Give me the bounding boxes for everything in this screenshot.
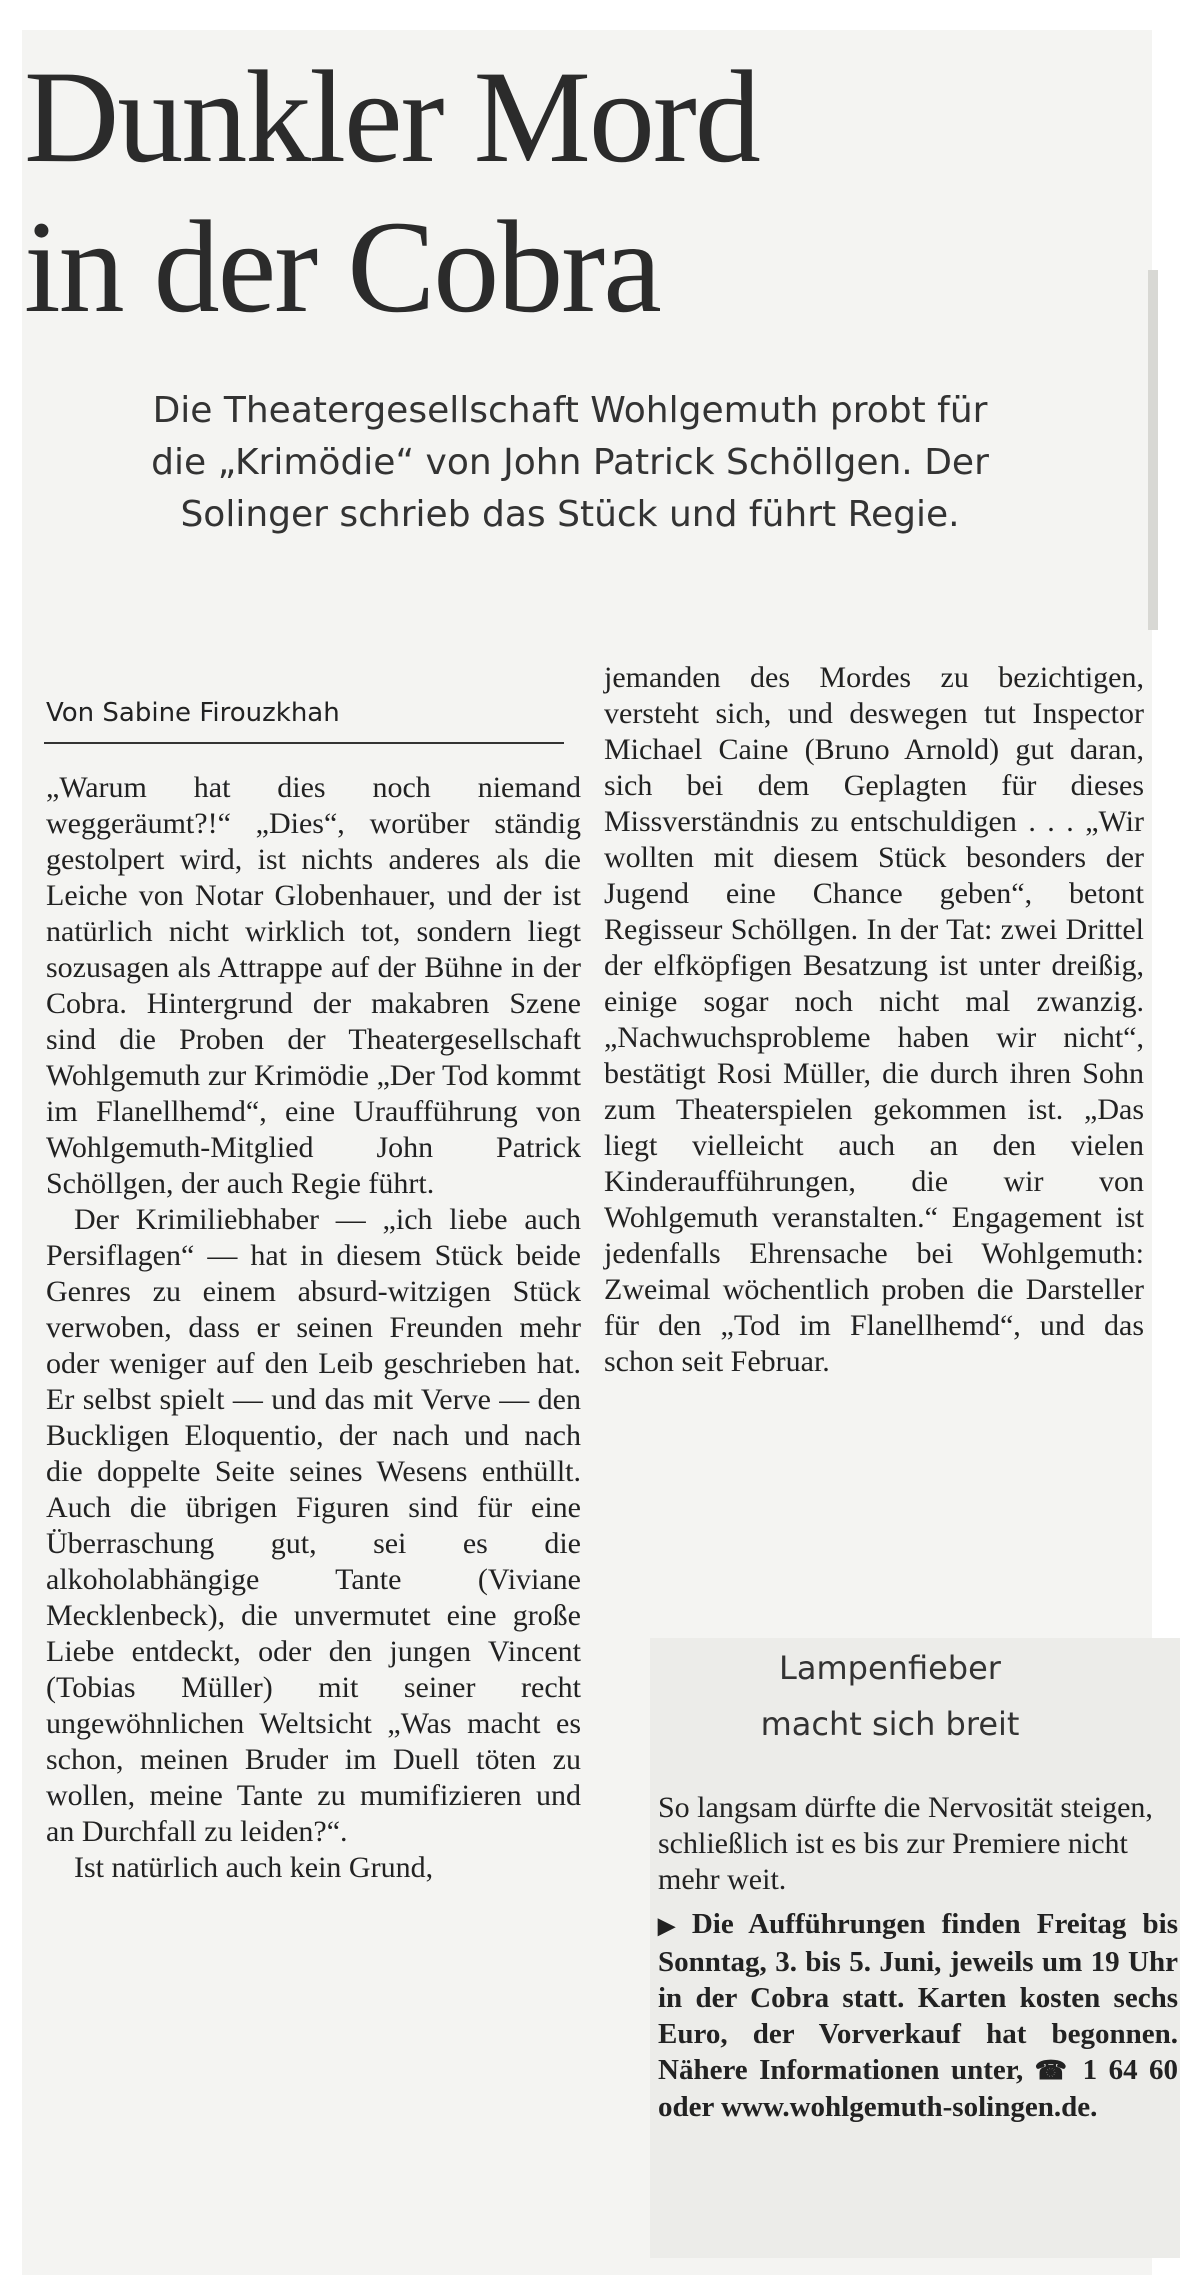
col1-paragraph-2: Der Krimiliebhaber — „ich liebe auch Persiflagen“ — hat in diesem Stück beide Genres zu einem absurd-witzigen Stück verwoben, dass er seinen Freunden mehr oder weniger auf den Leib geschrieben hat. Er selbst spielt — und das mit Verve — den Buckligen Eloquentio, der nach und nach die doppelte Seite seines Wesens enthüllt. Auch die übrigen Figuren sind für eine Überraschung gut, sei es die alkoholabhängige Tante (Viviane Mecklenbeck), die unvermutet eine große Liebe entdeckt, oder den jungen Vincent (Tobias Müller) mit seiner recht ungewöhnlichen Weltsicht „Was macht es schon, meinen Bruder im Duell töten zu wollen, meine Tante zu mumifizieren und an Durchfall zu leiden?“. bbox=[46, 1203, 581, 1848]
event-info bbox=[658, 1906, 1178, 2125]
col1-paragraph-3: Ist natürlich auch kein Grund, bbox=[74, 1851, 434, 1884]
byline-divider bbox=[44, 742, 564, 744]
headline-line-2: in der Cobra bbox=[24, 193, 660, 340]
event-contact: 1 64 60 oder www.wohlgemuth-solingen.de. bbox=[658, 2054, 1179, 2123]
col2-paragraph-1: jemanden des Mordes zu bezichtigen, versteht sich, und deswegen tut Inspector Michael Caine (Bruno Arnold) gut daran, sich bei dem Geplagten für dieses Missverständnis zu entschuldigen . . . „Wir wollten mit diesem Stück besonders der Jugend eine Chance geben“, betont Regisseur Schöllgen. In der Tat: zwei Drittel der elfköpfigen Besatzung ist unter dreißig, einige sogar noch nicht mal zwanzig. „Nachwuchsprobleme haben wir nicht“, bestätigt Rosi Müller, die durch ihren Sohn zum Theaterspielen gekommen ist. „Das liegt vielleicht auch an den vielen Kinderaufführungen, die wir von Wohlgemuth veranstalten.“ Engagement ist jedenfalls Ehrensache bei Wohlgemuth: Zweimal wöchentlich proben die Darsteller für den „Tod im Flanellhemd“, und das schon seit Februar. bbox=[604, 661, 1144, 1378]
info-box-title bbox=[670, 1640, 1110, 1752]
telephone-icon: ☎ bbox=[1034, 2056, 1072, 2085]
triangle-bullet-icon: ▶ bbox=[658, 1913, 684, 1938]
info-box-title-line-2: macht sich breit bbox=[760, 1705, 1020, 1743]
subtitle: Die Theatergesellschaft Wohlgemuth probt für die „Krimödie“ von John Patrick Schöllgen. Der Solinger schrieb das Stück und führt Regie. bbox=[151, 390, 989, 535]
scan-edge-strip bbox=[1148, 270, 1158, 630]
info-box-title-line-1: Lampenfieber bbox=[779, 1649, 1001, 1687]
col1-paragraph-1: „Warum hat dies noch niemand weggeräumt?!“ „Dies“, worüber ständig gestolpert wird, ist nichts anderes als die Leiche von Notar Globenhauer, und der ist natürlich nicht wirklich tot, sondern liegt sozusagen als Attrappe auf der Bühne in der Cobra. Hintergrund der makabren Szene sind die Proben der Theatergesellschaft Wohlgemuth zur Krimödie „Der Tod kommt im Flanellhemd“, eine Uraufführung von Wohlgemuth-Mitglied John Patrick Schöllgen, der auch Regie führt. bbox=[46, 771, 581, 1200]
article-column-2 bbox=[604, 660, 1144, 1380]
info-box-text: So langsam dürfte die Nervosität steigen, schließlich ist es bis zur Premiere nicht mehr weit. bbox=[658, 1791, 1153, 1896]
headline bbox=[24, 42, 1124, 342]
byline: Von Sabine Firouzkhah bbox=[46, 698, 340, 728]
event-details: Die Aufführungen finden Freitag bis Sonntag, 3. bis 5. Juni, jeweils um 19 Uhr in der Cobra statt. Karten kosten sechs Euro, der Vorverkauf hat begonnen. Nähere Informationen unter, bbox=[658, 1908, 1178, 2086]
headline-line-1: Dunkler Mord bbox=[24, 43, 759, 190]
article-column-1 bbox=[46, 770, 581, 1886]
